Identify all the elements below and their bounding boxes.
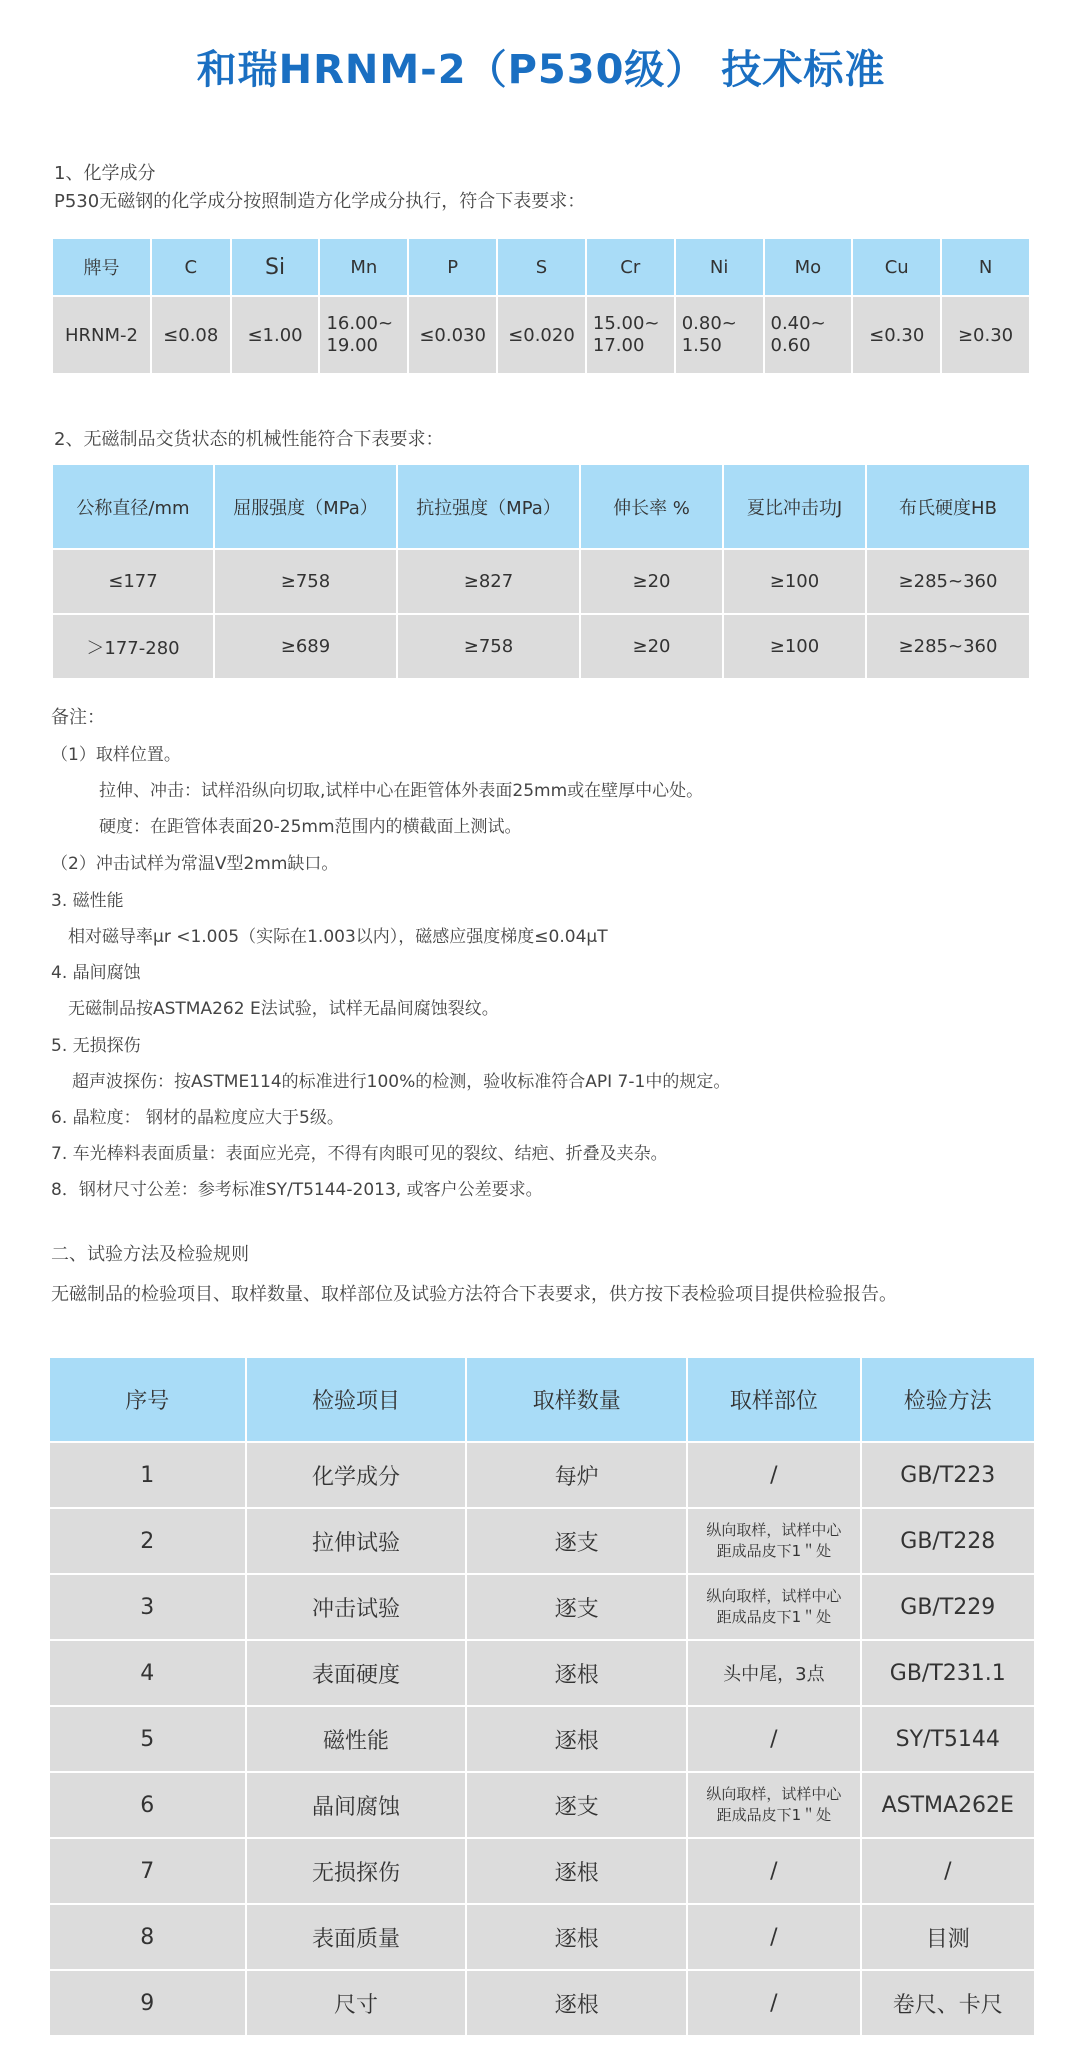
table-cell: ≤0.030 [409,297,496,373]
table-cell: 纵向取样，试样中心 距成品皮下1＂处 [688,1509,859,1573]
table-cell: 纵向取样，试样中心 距成品皮下1＂处 [688,1575,859,1639]
note-4a: 无磁制品按ASTMA262 E法试验，试样无晶间腐蚀裂纹。 [68,999,499,1019]
table-cell: ≥0.30 [942,297,1029,373]
table-cell: 逐支 [467,1773,686,1837]
table-cell: GB/T228 [862,1509,1034,1573]
note-8: 8．钢材尺寸公差：参考标准SY/T5144-2013, 或客户公差要求。 [51,1180,543,1200]
table-cell: 冲击试验 [247,1575,466,1639]
table-cell: / [688,1443,859,1507]
table-cell: ≥20 [581,615,722,678]
table-cell: ≤0.020 [498,297,585,373]
header-cell: 公称直径/mm [53,465,213,548]
note-3a: 相对磁导率μr <1.005（实际在1.003以内），磁感应强度梯度≤0.04μT [68,927,608,947]
note-7: 7. 车光棒料表面质量：表面应光亮，不得有肉眼可见的裂纹、结疤、折叠及夹杂。 [51,1144,668,1164]
table-cell: 9 [50,1971,245,2035]
table-cell: 逐根 [467,1971,686,2035]
section3-intro: 无磁制品的检验项目、取样数量、取样部位及试验方法符合下表要求，供方按下表检验项目提供检验报告。 [51,1284,897,1305]
note-1a: 拉伸、冲击：试样沿纵向切取,试样中心在距管体外表面25mm或在壁厚中心处。 [99,781,704,801]
table-cell: 逐支 [467,1575,686,1639]
table-cell: ASTMA262E [862,1773,1034,1837]
header-cell: Cu [853,239,940,295]
table-row [50,1641,1034,1705]
table-cell: 15.00~ 17.00 [587,297,674,373]
table-cell: 尺寸 [247,1971,466,2035]
table-cell: 头中尾，3点 [688,1641,859,1705]
table-cell: 7 [50,1839,245,1903]
table-cell: / [688,1839,859,1903]
table-cell: / [688,1905,859,1969]
note-5: 5. 无损探伤 [51,1036,141,1056]
header-cell: 牌号 [53,239,150,295]
table-cell: ≥285~360 [867,550,1029,613]
notes-label: 备注： [51,707,105,728]
note-1b: 硬度：在距管体表面20-25mm范围内的横截面上测试。 [99,817,522,837]
table-cell: 2 [50,1509,245,1573]
section3-heading: 二、试验方法及检验规则 [51,1244,249,1265]
table-cell: ≥285~360 [867,615,1029,678]
header-cell: N [942,239,1029,295]
table-cell: ≥758 [398,615,579,678]
table-row [50,1773,1034,1837]
table-cell: 16.00~ 19.00 [320,297,407,373]
table-row [50,1443,1034,1507]
header-cell: Ni [676,239,763,295]
inspection-table [48,1356,1036,2037]
table-cell: ≤0.08 [152,297,230,373]
table-cell: 纵向取样，试样中心 距成品皮下1＂处 [688,1773,859,1837]
table-cell: 逐根 [467,1707,686,1771]
note-5a: 超声波探伤：按ASTME114的标准进行100%的检测，验收标准符合API 7-1中的规定。 [72,1072,731,1092]
table-cell: 逐根 [467,1839,686,1903]
table-header-row [53,239,1029,295]
table-cell: 0.40~ 0.60 [765,297,852,373]
table-cell: 磁性能 [247,1707,466,1771]
page-title: 和瑞HRNM-2（P530级） 技术标准 [196,47,886,93]
note-1: （1）取样位置。 [51,745,181,765]
header-cell: 夏比冲击功J [724,465,865,548]
table-row [50,1575,1034,1639]
table-cell: 拉伸试验 [247,1509,466,1573]
header-cell: Si [232,239,319,295]
table-cell: 逐支 [467,1509,686,1573]
table-cell: 表面硬度 [247,1641,466,1705]
table-row [50,1839,1034,1903]
note-4: 4. 晶间腐蚀 [51,963,141,983]
header-cell: 布氏硬度HB [867,465,1029,548]
table-cell: ≥827 [398,550,579,613]
table-cell: ＞177-280 [53,615,213,678]
table-cell: GB/T231.1 [862,1641,1034,1705]
header-cell: P [409,239,496,295]
header-cell: Cr [587,239,674,295]
table-cell: 每炉 [467,1443,686,1507]
table-row [50,1509,1034,1573]
table-cell: ≤1.00 [232,297,319,373]
header-cell: S [498,239,585,295]
table-row [53,615,1029,678]
table-cell: ≤177 [53,550,213,613]
note-6: 6. 晶粒度： 钢材的晶粒度应大于5级。 [51,1108,344,1128]
table-cell: / [688,1971,859,2035]
table-row [50,1971,1034,2035]
table-row [50,1707,1034,1771]
table-cell: 目测 [862,1905,1034,1969]
section1-heading: 1、化学成分 [54,163,156,184]
table-cell: 表面质量 [247,1905,466,1969]
header-cell: 取样部位 [688,1358,859,1441]
table-cell: / [862,1839,1034,1903]
table-cell: ≥100 [724,615,865,678]
section1-intro: P530无磁钢的化学成分按照制造方化学成分执行，符合下表要求： [54,191,586,212]
table-cell: HRNM-2 [53,297,150,373]
table-cell: 6 [50,1773,245,1837]
table-cell: 4 [50,1641,245,1705]
table-cell: 3 [50,1575,245,1639]
table-cell: 逐根 [467,1905,686,1969]
table-row [50,1905,1034,1969]
table-cell: ≤0.30 [853,297,940,373]
header-cell: Mn [320,239,407,295]
table-cell: 逐根 [467,1641,686,1705]
header-cell: 屈服强度（MPa） [215,465,396,548]
note-2: （2）冲击试样为常温V型2mm缺口。 [51,854,339,874]
table-row [53,550,1029,613]
table-header-row [53,465,1029,548]
table-cell: 0.80~ 1.50 [676,297,763,373]
table-header-row [50,1358,1034,1441]
table-cell: ≥758 [215,550,396,613]
header-cell: 抗拉强度（MPa） [398,465,579,548]
header-cell: 取样数量 [467,1358,686,1441]
header-cell: 伸长率 % [581,465,722,548]
table-cell: ≥20 [581,550,722,613]
header-cell: C [152,239,230,295]
table-cell: 5 [50,1707,245,1771]
table-cell: ≥689 [215,615,396,678]
table-cell: 卷尺、卡尺 [862,1971,1034,2035]
table-cell: 1 [50,1443,245,1507]
table-cell: / [688,1707,859,1771]
table-cell: 化学成分 [247,1443,466,1507]
header-cell: Mo [765,239,852,295]
table-cell: SY/T5144 [862,1707,1034,1771]
header-cell: 序号 [50,1358,245,1441]
note-3: 3. 磁性能 [51,891,124,911]
table-cell: 晶间腐蚀 [247,1773,466,1837]
table-row [53,297,1029,373]
section2-heading: 2、无磁制品交货状态的机械性能符合下表要求： [54,429,444,450]
mechanical-properties-table [51,463,1031,680]
table-cell: GB/T223 [862,1443,1034,1507]
header-cell: 检验项目 [247,1358,466,1441]
table-cell: GB/T229 [862,1575,1034,1639]
table-cell: 无损探伤 [247,1839,466,1903]
table-cell: ≥100 [724,550,865,613]
table-cell: 8 [50,1905,245,1969]
chemical-composition-table [51,237,1031,375]
header-cell: 检验方法 [862,1358,1034,1441]
